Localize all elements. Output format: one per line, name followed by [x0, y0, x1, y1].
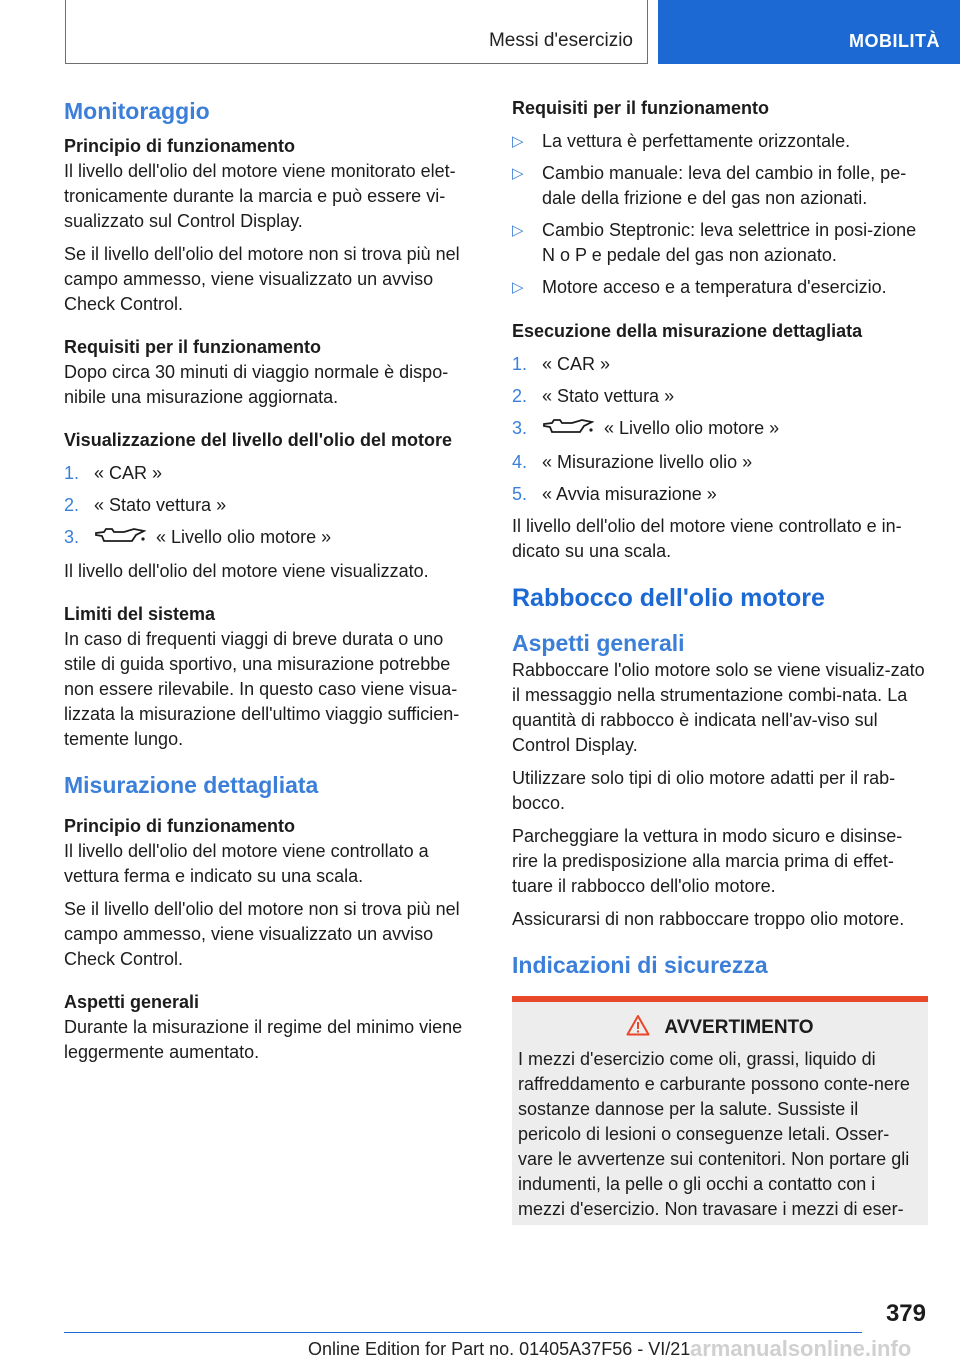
step-number: 1. — [512, 354, 528, 374]
step-number: 3. — [64, 527, 80, 547]
subheading-requisiti: Requisiti per il funzionamento — [64, 337, 322, 357]
item-text: Cambio manuale: leva del cambio in folle, pe-dale della frizione e del gas non azionati. — [542, 163, 907, 208]
warning-triangle-icon — [626, 1014, 650, 1036]
paragraph: Il livello dell'olio del motore viene monitorato elet-tronicamente durante la marcia e può essere vi-sualizzato sul Control Display. — [64, 161, 456, 231]
heading-aspetti-generali: Aspetti generali — [512, 630, 685, 656]
warning-text: I mezzi d'esercizio come oli, grassi, liquido di raffreddamento e carburante possono conte-nere sostanze dannose per la salute. Sussiste il pericolo di lesioni o conseguenze letali. Osser-vare le avvertenze sui contenitori. Non portare gli indumenti, la pelle o gli occhi a contatto con i mezzi d'esercizio. Non travasare i mezzi di eser- — [518, 1049, 910, 1219]
requirements-list — [512, 129, 928, 300]
step-text: « Livello olio motore » — [156, 527, 332, 547]
item-text: La vettura è perfettamente orizzontale. — [542, 131, 851, 151]
heading-monitoraggio: Monitoraggio — [64, 98, 210, 124]
subheading-aspetti: Aspetti generali — [64, 992, 200, 1012]
paragraph: Assicurarsi di non rabboccare troppo olio motore. — [512, 909, 905, 929]
paragraph: In caso di frequenti viaggi di breve durata o uno stile di guida sportivo, una misurazione potrebbe non essere rilevabile. In questo caso viene visua-lizzata la misurazione dell'ultimo viaggio sufficien-temente lungo. — [64, 629, 460, 749]
list-item — [64, 525, 480, 552]
step-text: « Misurazione livello olio » — [542, 452, 753, 472]
watermark: armanualsonline.info — [690, 1336, 912, 1361]
warning-heading — [518, 1014, 922, 1041]
heading-rabbocco: Rabbocco dell'olio motore — [512, 584, 825, 612]
subheading-limiti: Limiti del sistema — [64, 604, 216, 624]
step-text: « Avvia misurazione » — [542, 484, 717, 504]
triangle-bullet-icon: ▷ — [512, 279, 524, 296]
step-number: 3. — [512, 418, 528, 438]
paragraph: Il livello dell'olio del motore viene controllato e in-dicato su una scala. — [512, 516, 902, 561]
list-item — [512, 352, 928, 377]
list-item — [64, 461, 480, 486]
paragraph: Parcheggiare la vettura in modo sicuro e disinse-rire la predisposizione alla marcia prima di effet-tuare il rabbocco dell'olio motore. — [512, 826, 903, 896]
header-section-tab[interactable] — [658, 0, 960, 64]
heading-misurazione: Misurazione dettagliata — [64, 772, 319, 798]
paragraph: Il livello dell'olio del motore viene visualizzato. — [64, 561, 429, 581]
step-number: 2. — [512, 386, 528, 406]
heading-sicurezza: Indicazioni di sicurezza — [512, 952, 768, 978]
list-item — [512, 416, 928, 443]
step-text: « Stato vettura » — [94, 495, 227, 515]
list-item — [512, 482, 928, 507]
item-text: Motore acceso e a temperatura d'esercizio. — [542, 277, 887, 297]
list-item — [512, 161, 928, 211]
step-text: « Livello olio motore » — [604, 418, 780, 438]
list-item — [512, 450, 928, 475]
page-number: 379 — [885, 1300, 926, 1327]
subheading-esecuzione: Esecuzione della misurazione dettagliata — [512, 321, 863, 341]
paragraph: Utilizzare solo tipi di olio motore adatti per il rab-bocco. — [512, 768, 896, 813]
list-item — [512, 275, 928, 300]
list-item — [512, 129, 928, 154]
triangle-bullet-icon: ▷ — [512, 165, 524, 182]
paragraph: Rabboccare l'olio motore solo se viene visualiz-zato il messaggio nella strumentazione combi-nata. La quantità di rabbocco è indicata nell'av-viso sul Control Display. — [512, 660, 925, 755]
warning-title: AVVERTIMENTO — [664, 1017, 814, 1038]
steps-list-visualizzazione — [64, 461, 480, 552]
step-text: « Stato vettura » — [542, 386, 675, 406]
step-text: « CAR » — [542, 354, 611, 374]
item-text: Cambio Steptronic: leva selettrice in posi-zione N o P e pedale del gas non azionato. — [542, 220, 917, 265]
step-number: 5. — [512, 484, 528, 504]
step-number: 4. — [512, 452, 528, 472]
paragraph: Il livello dell'olio del motore viene controllato a vettura ferma e indicato su una scala. — [64, 841, 429, 886]
right-column — [512, 96, 928, 1225]
warning-box — [512, 1002, 928, 1225]
step-number: 1. — [64, 463, 80, 483]
subheading-visualizzazione: Visualizzazione del livello dell'olio del motore — [64, 430, 453, 450]
triangle-bullet-icon: ▷ — [512, 222, 524, 239]
paragraph: Durante la misurazione il regime del minimo viene leggermente aumentato. — [64, 1017, 463, 1062]
step-number: 2. — [64, 495, 80, 515]
subheading-principio: Principio di funzionamento — [64, 816, 295, 836]
subheading-principio: Principio di funzionamento — [64, 136, 295, 156]
chapter-title: Messi d'esercizio — [488, 30, 633, 51]
footer-text: Online Edition for Part no. 01405A37F56 - VI/21 — [308, 1339, 691, 1359]
paragraph: Se il livello dell'olio del motore non si trova più nel campo ammesso, viene visualizzato un avviso Check Control. — [64, 899, 460, 969]
oil-can-icon — [94, 527, 146, 552]
triangle-bullet-icon: ▷ — [512, 133, 524, 150]
footer-divider — [64, 1332, 862, 1333]
paragraph: Dopo circa 30 minuti di viaggio normale è dispo-nibile una misurazione aggiornata. — [64, 362, 449, 407]
steps-list-esecuzione — [512, 352, 928, 507]
oil-can-icon — [542, 418, 594, 443]
subheading-requisiti: Requisiti per il funzionamento — [512, 98, 770, 118]
list-item — [64, 493, 480, 518]
left-column — [64, 96, 480, 1065]
header-chapter-tab — [65, 0, 648, 64]
step-text: « CAR » — [94, 463, 163, 483]
list-item — [512, 384, 928, 409]
paragraph: Se il livello dell'olio del motore non si trova più nel campo ammesso, viene visualizzato un avviso Check Control. — [64, 244, 460, 314]
list-item — [512, 218, 928, 268]
section-title: MOBILITÀ — [849, 31, 940, 51]
